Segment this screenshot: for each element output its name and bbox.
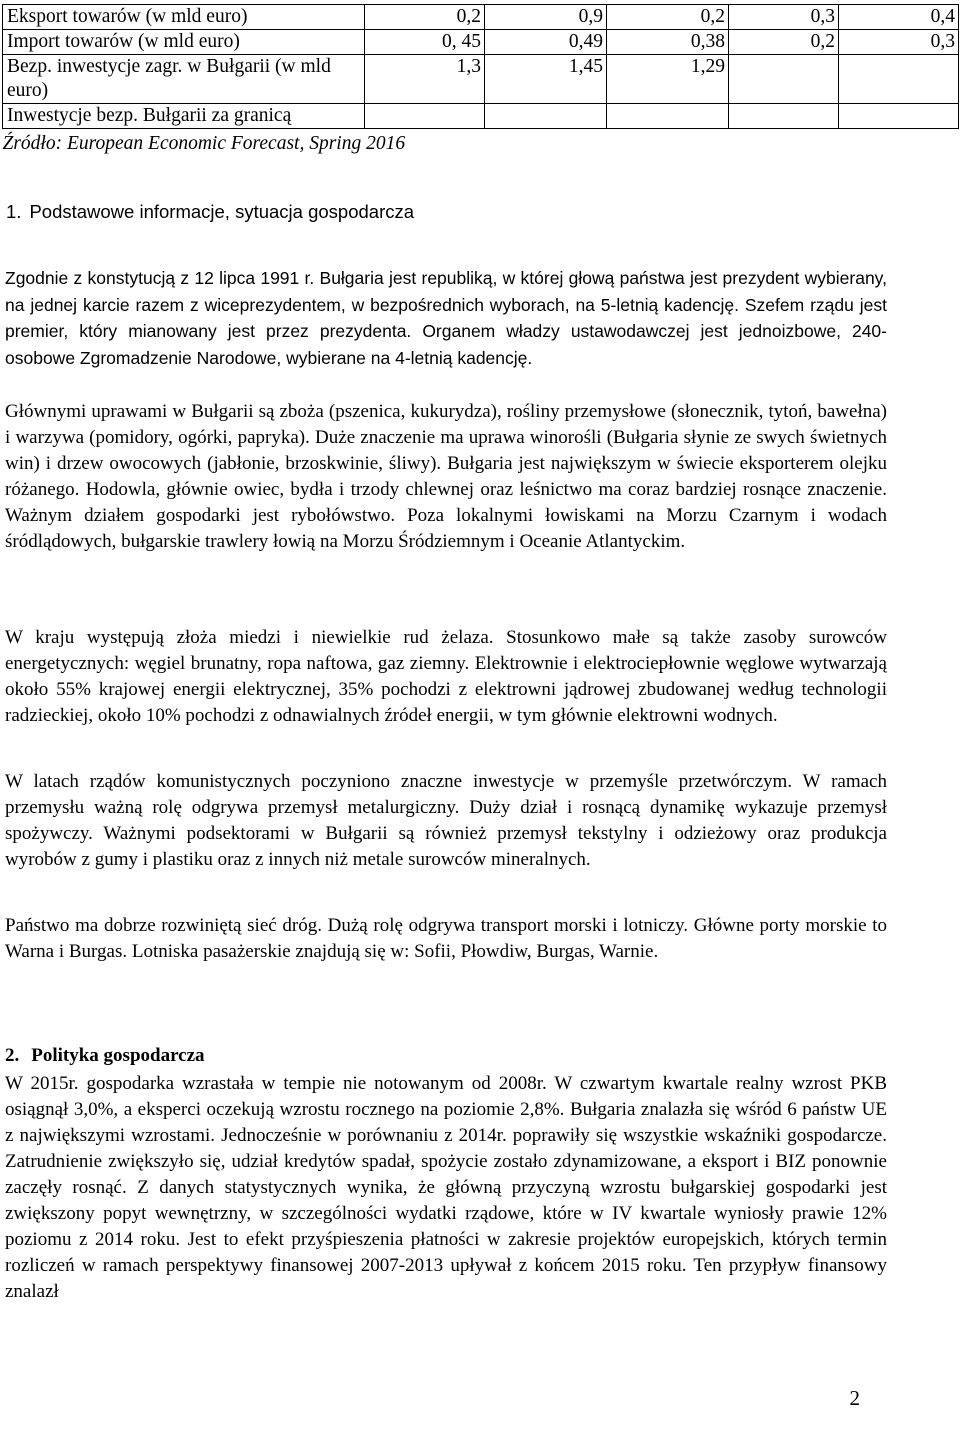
table-cell-empty [839, 129, 959, 157]
paragraph: Państwo ma dobrze rozwiniętą sieć dróg. Dużą rolę odgrywa transport morski i lotniczy. Główne porty morskie to Warna i Burgas. Lotniska pasażerskie znajdują się w: Sofii, Płowdiw, Burgas, Warnie. [5, 915, 887, 962]
source-text: Źródło: European Economic Forecast, Spring 2016 [2, 133, 406, 154]
table-cell [485, 104, 607, 129]
table-cell: 1,29 [607, 55, 729, 104]
table-cell-empty [485, 129, 607, 157]
table-row [3, 55, 959, 104]
section-1-heading [6, 201, 414, 223]
paragraph: Głównymi uprawami w Bułgarii są zboża (pszenica, kukurydza), rośliny przemysłowe (słonecznik, tytoń, bawełna) i warzywa (pomidory, ogórki, papryka). Duże znaczenie ma uprawa winorośli (Bułgaria słynie ze swych świetnych win) i drzew owocowych (jabłonie, brzoskwinie, śliwy). Bułgaria jest największym w świecie eksporterem olejku różanego. Hodowla, głównie owiec, bydła i trzody chlewnej oraz leśnictwo ma coraz bardziej rosnące znaczenie. Ważnym działem gospodarki jest rybołówstwo. Poza lokalnymi łowiskami na Morzu Czarnym i wodach śródlądowych, bułgarskie trawlery łowią na Morzu Śródziemnym i Oceanie Atlantyckim. [5, 401, 887, 552]
table-cell [607, 104, 729, 129]
table-cell: 0,9 [485, 5, 607, 30]
table-cell: 0,3 [729, 5, 839, 30]
trade-investment-table [2, 4, 959, 156]
section-number: 1. [6, 201, 22, 222]
table-cell: 0,2 [365, 5, 485, 30]
table-cell: 1,45 [485, 55, 607, 104]
row-label: Inwestycje bezp. Bułgarii za granicą [3, 104, 365, 129]
row-label: Import towarów (w mld euro) [3, 30, 365, 55]
table-cell [839, 55, 959, 104]
table-cell [365, 104, 485, 129]
table-cell [839, 104, 959, 129]
table-cell-empty [607, 129, 729, 157]
paragraph: Zgodnie z konstytucją z 12 lipca 1991 r. Bułgaria jest republiką, w której głową państwa jest prezydent wybierany, na jednej karcie razem z wiceprezydentem, w bezpośrednich wyborach, na 5-letnią kadencję. Szefem rządu jest premier, który mianowany jest przez prezydenta. Organem władzy ustawodawczej jest jednoizbowe, 240-osobowe Zgromadzenie Narodowe, wybierane na 4-letnią kadencję. [5, 268, 887, 368]
table-cell: 0,49 [485, 30, 607, 55]
table-cell: 0,3 [839, 30, 959, 55]
table-cell [729, 104, 839, 129]
table-source-row [3, 129, 959, 157]
table-source [3, 129, 485, 157]
paragraph: W kraju występują złoża miedzi i niewielkie rud żelaza. Stosunkowo małe są także zasoby surowców energetycznych: węgiel brunatny, ropa naftowa, gaz ziemny. Elektrownie i elektrociepłownie węglowe wytwarzają około 55% krajowej energii elektrycznej, 35% pochodzi z elektrowni jądrowej zbudowanej według technologii radzieckiej, około 10% pochodzi z odnawialnych źródeł energii, w tym głównie elektrowni wodnych. [5, 627, 887, 726]
table-row [3, 104, 959, 129]
section-title: Polityka gospodarcza [31, 1045, 205, 1066]
section-2-heading [5, 1045, 205, 1067]
table-cell: 0,4 [839, 5, 959, 30]
section-title: Podstawowe informacje, sytuacja gospodarcza [29, 201, 415, 222]
paragraph: W 2015r. gospodarka wzrastała w tempie nie notowanym od 2008r. W czwartym kwartale realny wzrost PKB osiągnął 3,0%, a eksperci oczekują wzrostu rocznego na poziomie 2,8%. Bułgaria znalazła się wśród 6 państw UE z największymi wzrostami. Jednocześnie w porównaniu z 2014r. poprawiły się wszystkie wskaźniki gospodarcze. Zatrudnienie zwiększyło się, udział kredytów spadał, spożycie zostało zdynamizowane, a eksport i BIZ ponownie zaczęły rosnąć. Z danych statystycznych wynika, że główną przyczyną wzrostu bułgarskiej gospodarki jest zwiększony popyt wewnętrzny, w szczególności wydatki rządowe, które w IV kwartale wyniosły prawie 12% poziomu z 2014 roku. Jest to efekt przyśpieszenia płatności w zakresie projektów europejskich, których termin rozliczeń w ramach perspektywy finansowej 2007-2013 upływał z końcem 2015 roku. Ten przypływ finansowy znalazł [5, 1073, 887, 1302]
table-cell: 1,3 [365, 55, 485, 104]
table-cell: 0,2 [607, 5, 729, 30]
table-cell: 0, 45 [365, 30, 485, 55]
table-cell: 0,2 [729, 30, 839, 55]
section-number: 2. [5, 1045, 20, 1066]
table-row [3, 30, 959, 55]
table-cell [729, 55, 839, 104]
page-number: 2 [849, 1386, 860, 1410]
row-label: Bezp. inwestycje zagr. w Bułgarii (w mld euro) [3, 55, 365, 104]
row-label: Eksport towarów (w mld euro) [3, 5, 365, 30]
paragraph: W latach rządów komunistycznych poczyniono znaczne inwestycje w przemyśle przetwórczym. W ramach przemysłu ważną rolę odgrywa przemysł metalurgiczny. Duży dział i rosnącą dynamikę wykazuje przemysł spożywczy. Ważnymi podsektorami w Bułgarii są również przemysł tekstylny i odzieżowy oraz produkcja wyrobów z gumy i plastiku oraz z innych niż metale surowców mineralnych. [5, 771, 887, 870]
table-row [3, 5, 959, 30]
table-cell: 0,38 [607, 30, 729, 55]
table-cell-empty [729, 129, 839, 157]
